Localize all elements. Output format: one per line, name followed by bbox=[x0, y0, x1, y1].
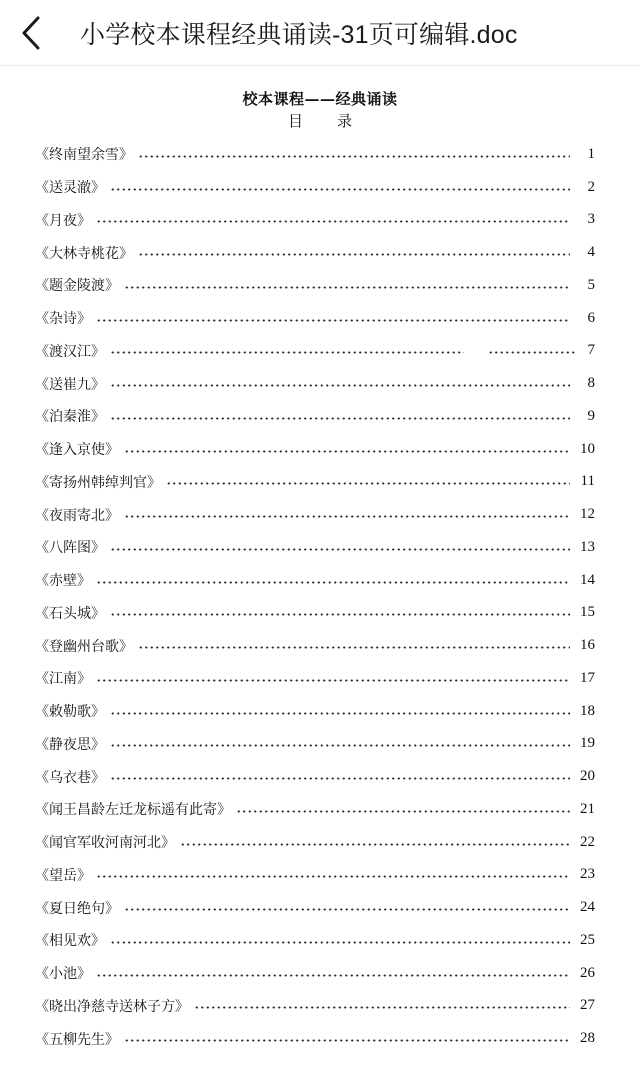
toc-entry-page-number: 11 bbox=[580, 473, 595, 490]
toc-entry-title: 《江南》 bbox=[35, 671, 91, 688]
toc-leader-dots bbox=[110, 712, 570, 715]
toc-entry[interactable] bbox=[35, 138, 595, 171]
toc-entry-title: 《杂诗》 bbox=[35, 311, 91, 328]
toc-entry[interactable] bbox=[35, 367, 595, 400]
document-subheading bbox=[0, 110, 640, 131]
toc-entry[interactable] bbox=[35, 629, 595, 662]
toc-entry[interactable] bbox=[35, 400, 595, 433]
toc-entry-title: 《乌衣巷》 bbox=[35, 769, 105, 786]
toc-entry-page-number: 9 bbox=[587, 407, 595, 424]
toc-entry-title: 《晓出净慈寺送林子方》 bbox=[35, 998, 189, 1015]
toc-leader-dots bbox=[96, 679, 570, 682]
toc-entry[interactable] bbox=[35, 433, 595, 466]
toc-entry[interactable] bbox=[35, 597, 595, 630]
toc-leader-dots bbox=[180, 843, 570, 846]
toc-leader-dots bbox=[96, 220, 570, 223]
toc-leader-dots bbox=[110, 941, 570, 944]
toc-entry[interactable] bbox=[35, 924, 595, 957]
document-heading: 校本课程——经典诵读 bbox=[242, 90, 398, 108]
toc-entry-page-number: 21 bbox=[580, 800, 595, 817]
toc-leader-dots bbox=[166, 482, 570, 485]
toc-entry[interactable] bbox=[35, 695, 595, 728]
toc-entry[interactable] bbox=[35, 236, 595, 269]
toc-leader-dots bbox=[110, 613, 570, 616]
toc-entry-page-number: 14 bbox=[580, 571, 595, 588]
file-title: 小学校本课程经典诵读-31页可编辑.doc bbox=[80, 20, 518, 49]
toc-entry[interactable] bbox=[35, 891, 595, 924]
toc-entry-page-number: 10 bbox=[580, 440, 595, 457]
chevron-left-icon bbox=[20, 16, 42, 50]
toc-leader-dots bbox=[96, 319, 570, 322]
toc-leader-dots bbox=[110, 351, 464, 354]
back-button[interactable] bbox=[0, 0, 62, 66]
toc-entry-title: 《石头城》 bbox=[35, 605, 105, 622]
toc-entry[interactable] bbox=[35, 269, 595, 302]
toc-leader-dots bbox=[194, 1006, 570, 1009]
toc-leader-dots bbox=[124, 450, 570, 453]
toc-entry-page-number: 26 bbox=[580, 964, 595, 981]
toc-entry-page-number: 15 bbox=[580, 604, 595, 621]
toc-entry-title: 《闻官军收河南河北》 bbox=[35, 835, 175, 852]
toc-entry-page-number: 18 bbox=[580, 702, 595, 719]
toc-leader-dots bbox=[110, 188, 570, 191]
toc-entry[interactable] bbox=[35, 531, 595, 564]
toc-entry-page-number: 24 bbox=[580, 899, 595, 916]
toc-leader-dots bbox=[110, 417, 570, 420]
toc-entry-page-number: 6 bbox=[587, 309, 595, 326]
toc-leader-dots bbox=[110, 744, 570, 747]
toc-entry-page-number: 2 bbox=[587, 178, 595, 195]
subheading-right: 录 bbox=[337, 112, 353, 130]
toc-entry-page-number: 13 bbox=[580, 538, 595, 555]
toc-leader-dots bbox=[138, 646, 570, 649]
toc-entry-title: 《小池》 bbox=[35, 966, 91, 983]
toc-leader-dots bbox=[96, 875, 570, 878]
toc-entry-title: 《终南望余雪》 bbox=[35, 147, 133, 164]
toc-entry-page-number: 5 bbox=[587, 276, 595, 293]
toc-entry-title: 《送崔九》 bbox=[35, 376, 105, 393]
toc-leader-dots bbox=[138, 155, 570, 158]
toc-entry[interactable] bbox=[35, 466, 595, 499]
toc-entry[interactable] bbox=[35, 760, 595, 793]
toc-entry[interactable] bbox=[35, 564, 595, 597]
toc-entry[interactable] bbox=[35, 957, 595, 990]
toc-leader-dots bbox=[96, 581, 570, 584]
toc-entry-title: 《相见欢》 bbox=[35, 933, 105, 950]
toc-entry[interactable] bbox=[35, 826, 595, 859]
toc-entry-title: 《送灵澈》 bbox=[35, 180, 105, 197]
toc-entry-page-number: 7 bbox=[587, 342, 595, 359]
toc-entry-page-number: 3 bbox=[587, 211, 595, 228]
toc-leader-dots bbox=[124, 515, 570, 518]
toc-entry-page-number: 4 bbox=[587, 244, 595, 261]
toc-leader-dots bbox=[96, 974, 570, 977]
toc-leader-dots bbox=[236, 810, 570, 813]
toc-entry[interactable] bbox=[35, 204, 595, 237]
toc-entry-title: 《夜雨寄北》 bbox=[35, 507, 119, 524]
toc-entry[interactable] bbox=[35, 302, 595, 335]
toc-entry-page-number: 25 bbox=[580, 931, 595, 948]
toc-entry-title: 《敕勒歌》 bbox=[35, 704, 105, 721]
toc-entry-title: 《题金陵渡》 bbox=[35, 278, 119, 295]
toc-entry[interactable] bbox=[35, 171, 595, 204]
toc-entry[interactable] bbox=[35, 335, 595, 368]
toc-leader-dots bbox=[110, 384, 570, 387]
toc-entry-title: 《泊秦淮》 bbox=[35, 409, 105, 426]
toc-entry-page-number: 8 bbox=[587, 375, 595, 392]
document-page[interactable] bbox=[0, 66, 640, 1089]
toc-entry-title: 《逢入京使》 bbox=[35, 442, 119, 459]
toc-entry-title: 《夏日绝句》 bbox=[35, 900, 119, 917]
toc-leader-dots bbox=[124, 286, 570, 289]
toc-entry[interactable] bbox=[35, 990, 595, 1023]
toc-entry-page-number: 19 bbox=[580, 735, 595, 752]
toc-entry[interactable] bbox=[35, 728, 595, 761]
toc-entry-title: 《五柳先生》 bbox=[35, 1031, 119, 1048]
toc-entry-page-number: 22 bbox=[580, 833, 595, 850]
toc-entry[interactable] bbox=[35, 793, 595, 826]
toc-leader-dots bbox=[488, 351, 576, 354]
toc-entry-title: 《八阵图》 bbox=[35, 540, 105, 557]
toc-entry-page-number: 27 bbox=[580, 997, 595, 1014]
toc-leader-dots bbox=[110, 548, 570, 551]
toc-entry-page-number: 28 bbox=[580, 1030, 595, 1047]
toc-entry-title: 《静夜思》 bbox=[35, 736, 105, 753]
toc-entry[interactable] bbox=[35, 859, 595, 892]
app-header bbox=[0, 0, 640, 66]
toc-entry-title: 《闻王昌龄左迁龙标遥有此寄》 bbox=[35, 802, 231, 819]
toc-entry[interactable] bbox=[35, 498, 595, 531]
toc-leader-dots bbox=[138, 253, 570, 256]
toc-leader-dots bbox=[124, 1039, 570, 1042]
toc-entry[interactable] bbox=[35, 662, 595, 695]
toc-entry-title: 《大林寺桃花》 bbox=[35, 245, 133, 262]
toc-leader-dots bbox=[124, 908, 570, 911]
toc-entry-title: 《渡汉江》 bbox=[35, 343, 105, 360]
toc-leader-dots bbox=[110, 777, 570, 780]
toc-entry-page-number: 23 bbox=[580, 866, 595, 883]
toc-entry-title: 《望岳》 bbox=[35, 867, 91, 884]
toc-entry-page-number: 20 bbox=[580, 768, 595, 785]
subheading-left: 目 bbox=[287, 112, 303, 130]
toc-entry-title: 《寄扬州韩绰判官》 bbox=[35, 474, 161, 491]
toc-entry-page-number: 17 bbox=[580, 669, 595, 686]
toc-entry-page-number: 1 bbox=[587, 145, 595, 162]
toc-entry[interactable] bbox=[35, 1022, 595, 1055]
toc-entry-title: 《赤壁》 bbox=[35, 573, 91, 590]
toc-entry-page-number: 12 bbox=[580, 506, 595, 523]
table-of-contents bbox=[35, 138, 595, 1055]
toc-entry-title: 《月夜》 bbox=[35, 212, 91, 229]
toc-entry-title: 《登幽州台歌》 bbox=[35, 638, 133, 655]
toc-entry-page-number: 16 bbox=[580, 637, 595, 654]
